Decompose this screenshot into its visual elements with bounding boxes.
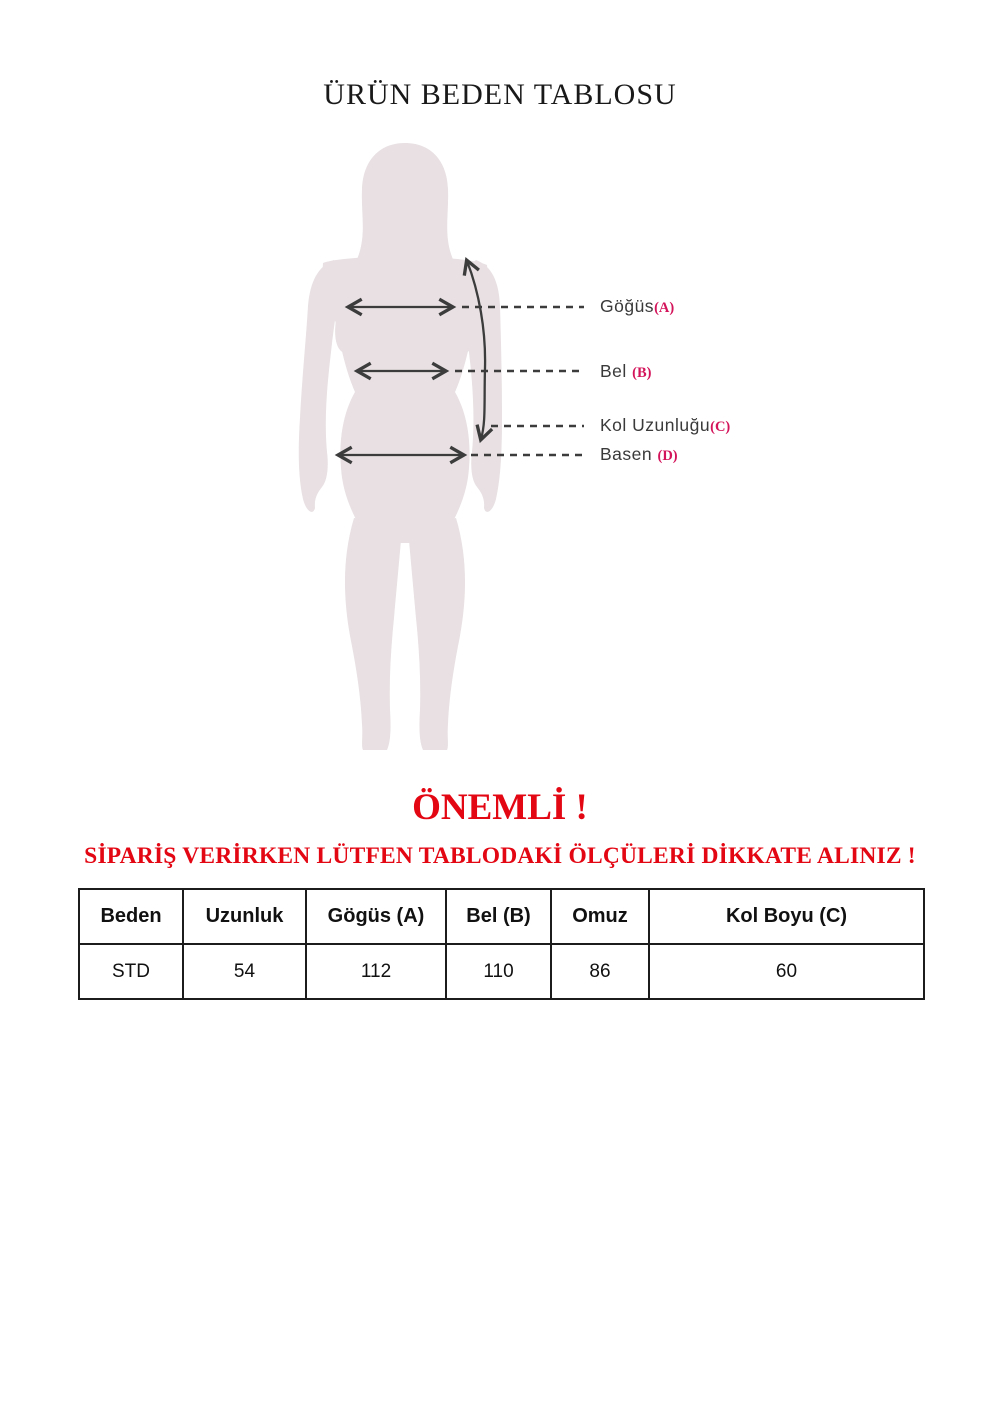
header-kol-boyu: Kol Boyu (C) bbox=[649, 889, 924, 944]
waist-label-code: (B) bbox=[632, 365, 652, 381]
body-silhouette bbox=[299, 143, 502, 750]
chest-label-text: Göğüs bbox=[600, 296, 655, 316]
chest-label-code: (A) bbox=[654, 300, 675, 316]
important-heading: ÖNEMLİ ! bbox=[412, 787, 588, 828]
table-row bbox=[79, 944, 924, 999]
arm-length-label-code: (C) bbox=[710, 419, 731, 435]
header-beden: Beden bbox=[79, 889, 183, 944]
waist-label-text: Bel bbox=[600, 361, 633, 381]
header-gogus: Gögüs (A) bbox=[306, 889, 446, 944]
cell-omuz: 86 bbox=[551, 944, 649, 999]
header-uzunluk: Uzunluk bbox=[183, 889, 306, 944]
cell-gogus: 112 bbox=[306, 944, 446, 999]
cell-bel: 110 bbox=[446, 944, 551, 999]
page-title: ÜRÜN BEDEN TABLOSU bbox=[323, 78, 677, 111]
hip-label-text: Basen bbox=[600, 444, 658, 464]
important-warning-text: SİPARİŞ VERİRKEN LÜTFEN TABLODAKİ ÖLÇÜLERİ DİKKATE ALINIZ ! bbox=[84, 843, 916, 869]
cell-kol-boyu: 60 bbox=[649, 944, 924, 999]
hip-label-code: (D) bbox=[657, 448, 678, 464]
waist-label bbox=[600, 361, 652, 382]
header-omuz: Omuz bbox=[551, 889, 649, 944]
size-table bbox=[78, 888, 925, 1000]
hip-label bbox=[600, 444, 678, 465]
cell-beden: STD bbox=[79, 944, 183, 999]
arm-length-label bbox=[600, 415, 730, 436]
chest-label bbox=[600, 296, 674, 317]
size-table-header-row bbox=[79, 889, 924, 944]
arm-length-label-text: Kol Uzunluğu bbox=[600, 415, 711, 435]
cell-uzunluk: 54 bbox=[183, 944, 306, 999]
header-bel: Bel (B) bbox=[446, 889, 551, 944]
